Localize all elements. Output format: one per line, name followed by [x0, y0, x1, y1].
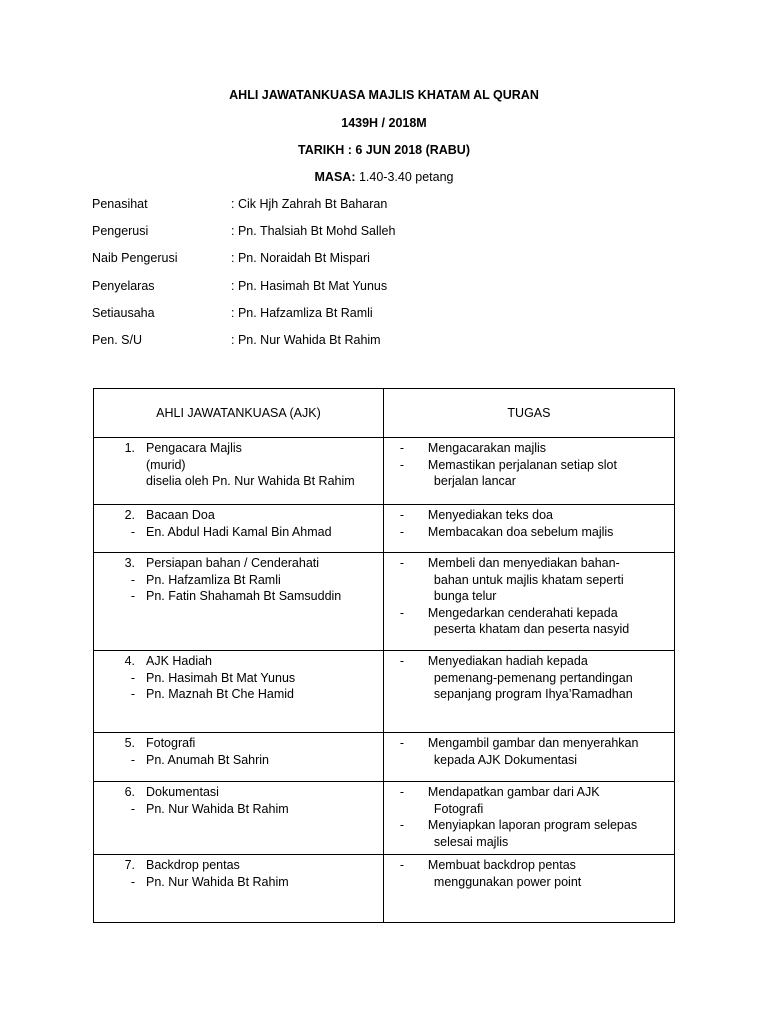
ajk-cell	[94, 505, 384, 553]
task-text: Mengedarkan cenderahati kepada	[427, 605, 618, 620]
table-row	[94, 733, 675, 782]
table-row	[94, 651, 675, 733]
task-text: Menyediakan teks doa	[427, 508, 554, 522]
table-row	[94, 553, 675, 651]
task-text: bunga telur	[433, 589, 497, 603]
tugas-cell	[383, 505, 674, 553]
committee-note: diselia oleh Pn. Nur Wahida Bt Rahim	[146, 474, 355, 488]
task-line	[384, 874, 674, 891]
item-number: 7.	[124, 858, 135, 872]
officer-role: Penasihat	[92, 197, 148, 211]
committee-title: Bacaan Doa	[146, 508, 215, 522]
task-line	[384, 605, 674, 622]
committee-title: Pengacara Majlis	[146, 441, 242, 455]
task-line	[384, 473, 674, 490]
task-text: Membacakan doa sebelum majlis	[427, 524, 614, 539]
task-line	[384, 670, 674, 687]
member-name: Pn. Fatin Shahamah Bt Samsuddin	[146, 589, 342, 603]
spacer	[135, 784, 146, 801]
spacer	[135, 735, 146, 752]
dash-bullet: -	[399, 654, 404, 668]
task-text: Fotografi	[433, 801, 484, 816]
officer-row	[92, 333, 692, 360]
spacer	[135, 801, 146, 818]
officer-list	[92, 197, 692, 360]
dash-bullet: -	[399, 605, 404, 620]
task-text: berjalan lancar	[433, 474, 516, 488]
officer-row	[92, 197, 692, 224]
task-text: selesai majlis	[433, 834, 509, 849]
spacer	[135, 752, 146, 769]
committee-table	[93, 388, 675, 923]
task-line	[384, 457, 674, 474]
task-text: Mengacarakan majlis	[427, 441, 547, 455]
officer-role: Pengerusi	[92, 224, 149, 239]
officer-role: Setiausaha	[92, 305, 155, 320]
ajk-cell	[94, 855, 384, 923]
dash-bullet: -	[130, 524, 135, 539]
dash-bullet: -	[399, 858, 404, 872]
spacer	[135, 524, 146, 541]
dash-bullet: -	[130, 670, 135, 685]
spacer	[135, 857, 146, 874]
officer-name: : Cik Hjh Zahrah Bt Baharan	[231, 197, 388, 211]
spacer	[135, 670, 146, 687]
task-line	[384, 834, 674, 851]
document-time	[0, 170, 768, 184]
ajk-cell	[94, 733, 384, 782]
table-header-row	[94, 389, 675, 438]
spacer	[135, 507, 146, 524]
task-text: bahan untuk majlis khatam seperti	[433, 572, 624, 587]
dash-bullet: -	[399, 556, 404, 570]
member-line	[94, 752, 383, 769]
table-row	[94, 782, 675, 855]
document-date: TARIKH : 6 JUN 2018 (RABU)	[297, 143, 470, 157]
committee-note: (murid)	[146, 457, 186, 472]
ajk-cell	[94, 651, 384, 733]
officer-row	[92, 224, 692, 251]
officer-row	[92, 306, 692, 333]
member-name: Pn. Hasimah Bt Mat Yunus	[146, 670, 296, 685]
officer-role: Pen. S/U	[92, 332, 143, 347]
time-label: MASA:	[314, 170, 356, 184]
task-line	[384, 507, 674, 524]
task-text: Menyiapkan laporan program selepas	[427, 818, 638, 832]
officer-role: Naib Pengerusi	[92, 251, 178, 266]
member-line	[94, 686, 383, 703]
task-text: sepanjang program Ihya’Ramadhan	[433, 687, 633, 701]
spacer	[135, 874, 146, 891]
member-line	[94, 801, 383, 818]
time-value: 1.40-3.40 petang	[355, 170, 454, 184]
task-line	[384, 817, 674, 834]
dash-bullet: -	[399, 818, 404, 832]
member-line	[94, 524, 383, 541]
document-year: 1439H / 2018M	[341, 116, 427, 130]
tugas-cell	[383, 782, 674, 855]
officer-name: : Pn. Nur Wahida Bt Rahim	[231, 332, 381, 347]
task-text: peserta khatam dan peserta nasyid	[433, 622, 630, 636]
task-line	[384, 686, 674, 703]
dash-bullet: -	[130, 874, 135, 889]
task-line	[384, 555, 674, 572]
table-row	[94, 855, 675, 923]
spacer	[135, 555, 146, 572]
dash-bullet: -	[399, 736, 404, 750]
task-text: Mengambil gambar dan menyerahkan	[427, 736, 639, 750]
dash-bullet: -	[399, 785, 404, 799]
task-line	[384, 857, 674, 874]
tugas-cell	[383, 438, 674, 505]
task-line	[384, 524, 674, 541]
column-header-ajk: AHLI JAWATANKUASA (AJK)	[94, 389, 384, 438]
task-text: Menyediakan hadiah kepada	[427, 654, 588, 668]
member-name: Pn. Nur Wahida Bt Rahim	[146, 801, 289, 816]
table-row	[94, 438, 675, 505]
ajk-cell	[94, 438, 384, 505]
tugas-cell	[383, 651, 674, 733]
spacer	[135, 686, 146, 703]
dash-bullet: -	[130, 687, 135, 701]
tugas-cell	[383, 553, 674, 651]
member-name: Pn. Maznah Bt Che Hamid	[146, 687, 294, 701]
dash-bullet: -	[130, 752, 135, 767]
task-line	[384, 572, 674, 589]
dash-bullet: -	[130, 589, 135, 603]
task-text: pemenang-pemenang pertandingan	[433, 670, 633, 685]
task-line	[384, 653, 674, 670]
ajk-cell	[94, 782, 384, 855]
officer-name: : Pn. Hasimah Bt Mat Yunus	[231, 278, 388, 293]
ajk-cell	[94, 553, 384, 651]
item-number: 5.	[124, 736, 135, 750]
item-number: 1.	[124, 441, 135, 455]
table-row	[94, 505, 675, 553]
dash-bullet: -	[399, 441, 404, 455]
task-line	[384, 621, 674, 638]
item-number: 4.	[124, 654, 135, 668]
dash-bullet: -	[130, 572, 135, 587]
member-name: Pn. Hafzamliza Bt Ramli	[146, 572, 281, 587]
task-text: Memastikan perjalanan setiap slot	[427, 457, 617, 472]
document-title: AHLI JAWATANKUASA MAJLIS KHATAM AL QURAN	[229, 88, 539, 102]
member-name: En. Abdul Hadi Kamal Bin Ahmad	[146, 524, 332, 539]
item-number: 6.	[124, 785, 135, 799]
item-number: 3.	[124, 556, 135, 570]
committee-title: Fotografi	[146, 736, 196, 750]
spacer	[135, 572, 146, 589]
column-header-tugas: TUGAS	[383, 389, 674, 438]
tugas-cell	[383, 733, 674, 782]
member-name: Pn. Anumah Bt Sahrin	[146, 752, 269, 767]
member-name: Pn. Nur Wahida Bt Rahim	[146, 874, 289, 889]
officer-row	[92, 279, 692, 306]
spacer	[135, 440, 146, 457]
officer-row	[92, 251, 692, 278]
officer-name: : Pn. Hafzamliza Bt Ramli	[231, 305, 373, 320]
task-line	[384, 588, 674, 605]
dash-bullet: -	[399, 524, 404, 539]
task-line	[384, 801, 674, 818]
member-line	[94, 572, 383, 589]
item-number: 2.	[124, 508, 135, 522]
task-text: Membuat backdrop pentas	[427, 858, 576, 872]
task-text: Mendapatkan gambar dari AJK	[427, 785, 600, 799]
task-text: kepada AJK Dokumentasi	[433, 752, 578, 767]
member-line	[94, 874, 383, 891]
committee-title: Persiapan bahan / Cenderahati	[146, 556, 320, 570]
tugas-cell	[383, 855, 674, 923]
member-line	[94, 588, 383, 605]
officer-role: Penyelaras	[92, 278, 155, 293]
member-line	[94, 670, 383, 687]
dash-bullet: -	[399, 508, 404, 522]
task-text: Membeli dan menyediakan bahan-	[427, 556, 620, 570]
task-line	[384, 440, 674, 457]
committee-title: AJK Hadiah	[146, 654, 213, 668]
dash-bullet: -	[399, 457, 404, 472]
officer-name: : Pn. Thalsiah Bt Mohd Salleh	[231, 224, 396, 239]
committee-title: Backdrop pentas	[146, 858, 240, 872]
dash-bullet: -	[130, 801, 135, 816]
task-text: menggunakan power point	[433, 874, 582, 889]
task-line	[384, 784, 674, 801]
spacer	[135, 653, 146, 670]
committee-title: Dokumentasi	[146, 785, 219, 799]
spacer	[135, 588, 146, 605]
task-line	[384, 752, 674, 769]
officer-name: : Pn. Noraidah Bt Mispari	[231, 251, 370, 266]
task-line	[384, 735, 674, 752]
